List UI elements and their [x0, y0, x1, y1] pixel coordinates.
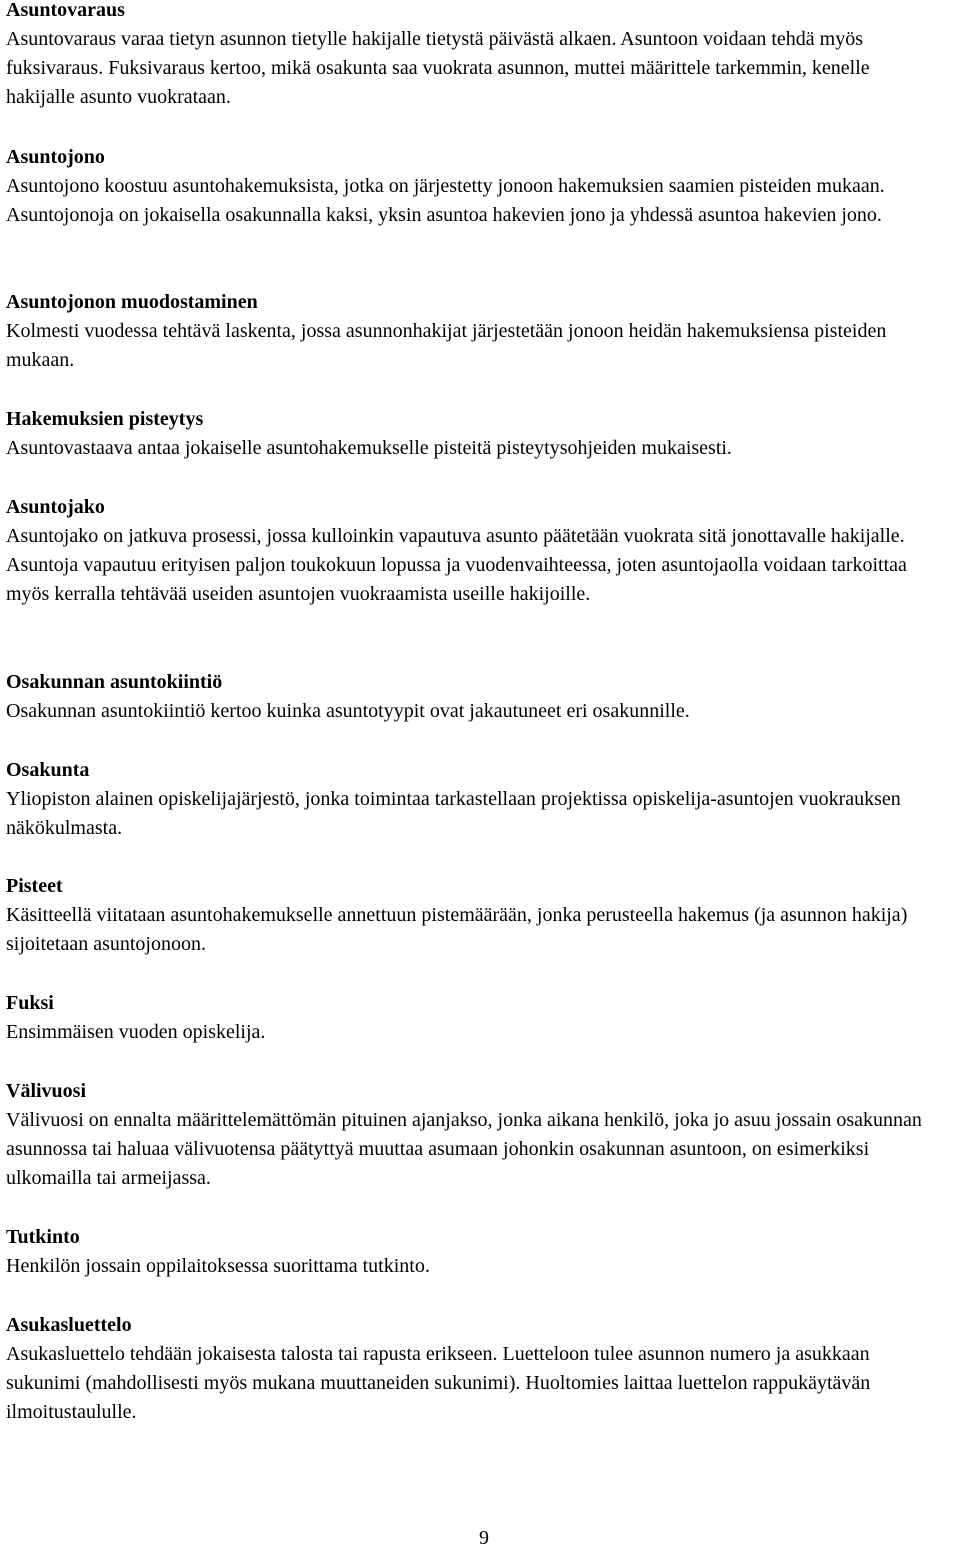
- term-heading: Asuntojono: [6, 146, 105, 168]
- term-definition: Ensimmäisen vuoden opiskelija.: [6, 1021, 266, 1043]
- term-heading: Asuntovaraus: [6, 0, 125, 21]
- entry-asukasluettelo: [6, 1311, 941, 1427]
- entry-asuntovaraus: [6, 0, 941, 112]
- term-heading: Hakemuksien pisteytys: [6, 408, 204, 430]
- term-definition: Osakunnan asuntokiintiö kertoo kuinka asuntotyypit ovat jakautuneet eri osakunnille.: [6, 700, 690, 722]
- term-definition: Asuntojono koostuu asuntohakemuksista, jotka on järjestetty jonoon hakemuksien saamien pisteiden mukaan. Asuntojonoja on jokaisella osakunnalla kaksi, yksin asuntoa hakevien jono ja yhdessä asuntoa hakevien jono.: [6, 175, 885, 226]
- term-definition: Asuntovastaava antaa jokaiselle asuntohakemukselle pisteitä pisteytysohjeiden mukaisesti.: [6, 437, 732, 459]
- term-heading: Fuksi: [6, 992, 54, 1014]
- term-definition: Välivuosi on ennalta määrittelemättömän pituinen ajanjakso, jonka aikana henkilö, joka jo asuu jossain osakunnan asunnossa tai haluaa välivuotensa päätyttyä muuttaa asumaan johonkin osakunnan asuntoon, on esimerkiksi ulkomailla tai armeijassa.: [6, 1109, 922, 1189]
- term-heading: Pisteet: [6, 875, 63, 897]
- entry-asuntojako: [6, 493, 941, 609]
- entry-asuntojono: [6, 143, 941, 230]
- term-definition: Asuntovaraus varaa tietyn asunnon tietylle hakijalle tietystä päivästä alkaen. Asuntoon voidaan tehdä myös fuksivaraus. Fuksivaraus kertoo, mikä osakunta saa vuokrata asunnon, muttei määrittele tarkemmin, kenelle hakijalle asunto vuokrataan.: [6, 28, 870, 108]
- term-definition: Asuntojako on jatkuva prosessi, jossa kulloinkin vapautuva asunto päätetään vuokrata sitä jonottavalle hakijalle. Asuntoja vapautuu erityisen paljon toukokuun lopussa ja vuodenvaihteessa, joten asuntojaolla voidaan tarkoittaa myös kerralla tehtävää useiden asuntojen vuokraamista useille hakijoille.: [6, 525, 907, 605]
- term-heading: Osakunta: [6, 759, 90, 781]
- term-definition: Henkilön jossain oppilaitoksessa suorittama tutkinto.: [6, 1255, 430, 1277]
- entry-hakemuksien-pisteytys: [6, 405, 941, 463]
- term-definition: Kolmesti vuodessa tehtävä laskenta, jossa asunnonhakijat järjestetään jonoon heidän hakemuksiensa pisteiden mukaan.: [6, 320, 887, 371]
- term-definition: Asukasluettelo tehdään jokaisesta talosta tai rapusta erikseen. Luetteloon tulee asunnon numero ja asukkaan sukunimi (mahdollisesti myös mukana muuttaneiden sukunimi). Huoltomies laittaa luettelon rappukäytävän ilmoitustaululle.: [6, 1343, 871, 1423]
- entry-osakunnan-asuntokiintio: [6, 668, 941, 726]
- term-heading: Tutkinto: [6, 1226, 80, 1248]
- term-definition: Käsitteellä viitataan asuntohakemukselle annettuun pistemäärään, jonka perusteella hakemus (ja asunnon hakija) sijoitetaan asuntojonoon.: [6, 904, 908, 955]
- term-heading: Asuntojako: [6, 496, 105, 518]
- entry-valivuosi: [6, 1077, 941, 1193]
- term-heading: Asuntojonon muodostaminen: [6, 291, 258, 313]
- entry-asuntojonon-muodostaminen: [6, 288, 941, 375]
- entry-osakunta: [6, 756, 941, 843]
- term-definition: Yliopiston alainen opiskelijajärjestö, jonka toimintaa tarkastellaan projektissa opiskelija-asuntojen vuokrauksen näkökulmasta.: [6, 788, 901, 839]
- entry-fuksi: [6, 989, 941, 1047]
- page-number: 9: [479, 1527, 489, 1549]
- entry-tutkinto: [6, 1223, 941, 1281]
- term-heading: Asukasluettelo: [6, 1314, 132, 1336]
- term-heading: Osakunnan asuntokiintiö: [6, 671, 223, 693]
- entry-pisteet: [6, 872, 941, 959]
- term-heading: Välivuosi: [6, 1080, 87, 1102]
